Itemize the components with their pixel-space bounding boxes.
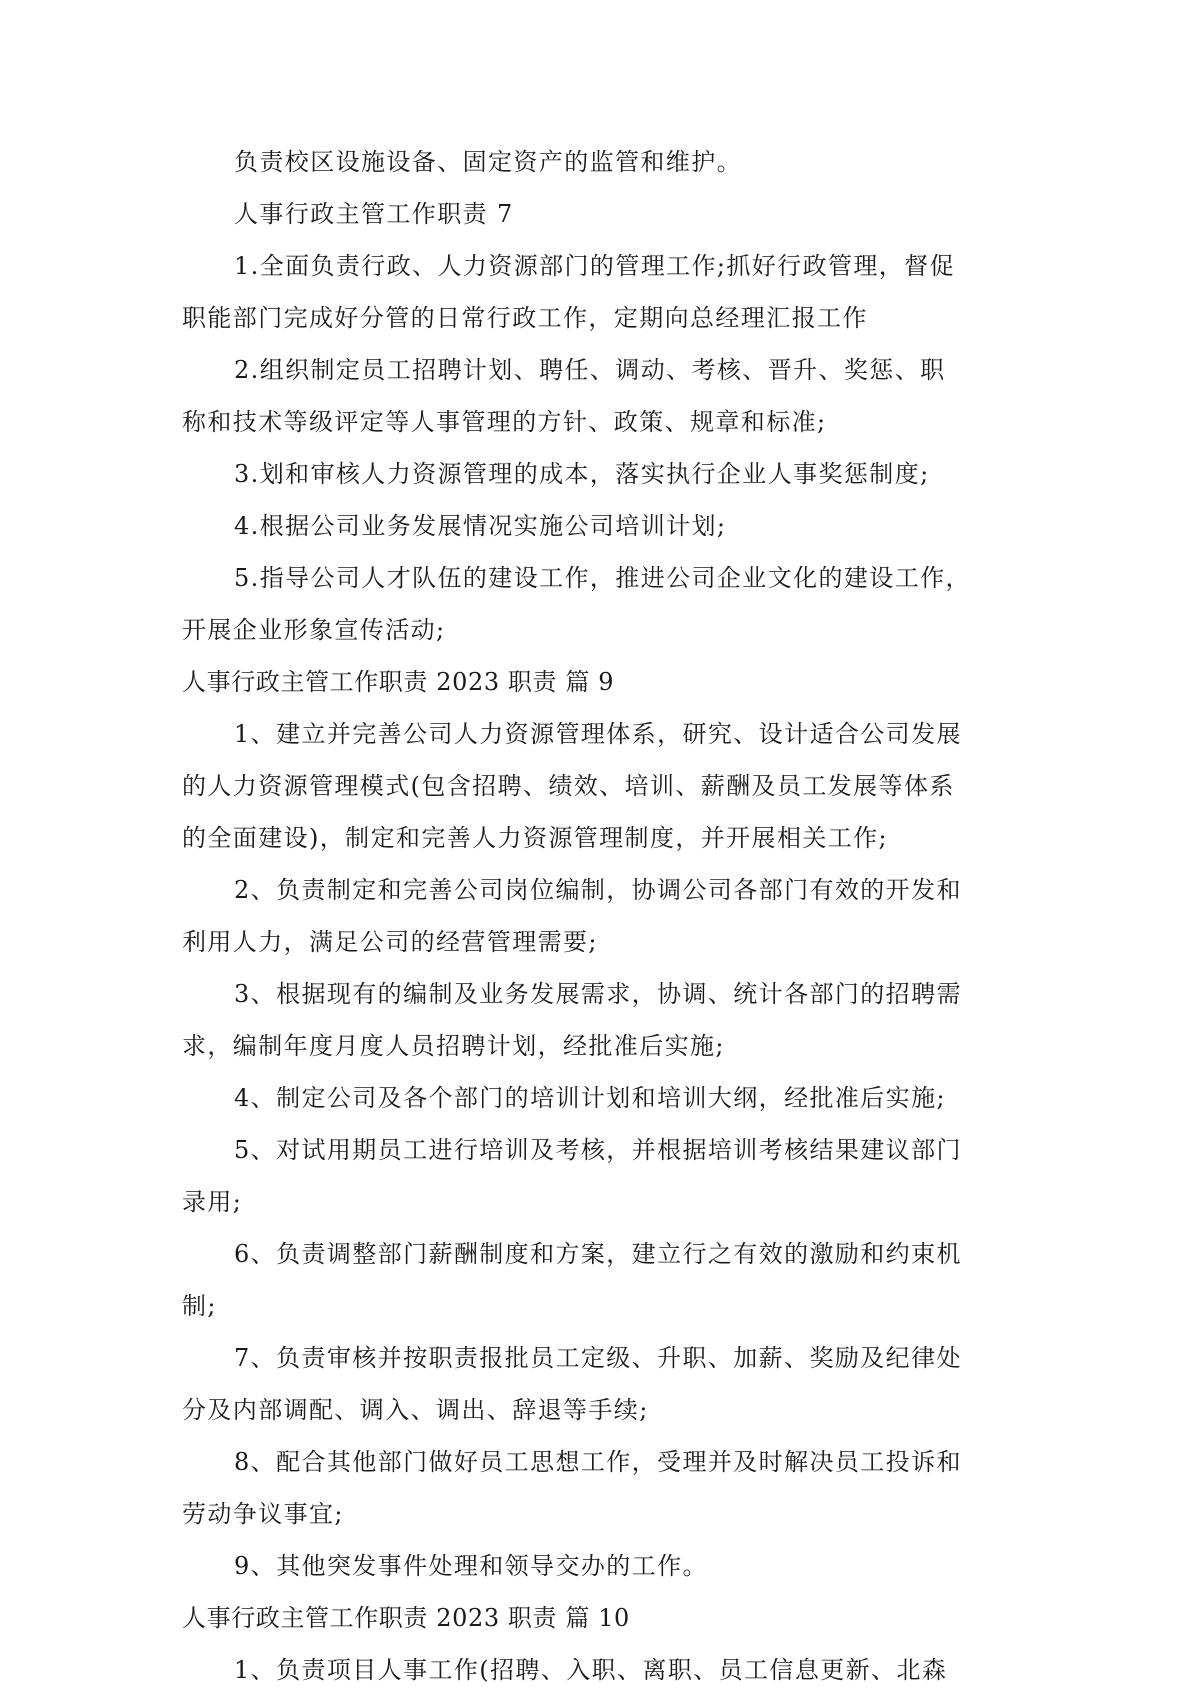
paragraph-line: 5.指导公司人才队伍的建设工作，推进公司企业文化的建设工作， [234, 564, 971, 592]
paragraph [182, 1436, 1012, 1540]
paragraph-line: 制; [182, 1292, 217, 1320]
paragraph-line: 称和技术等级评定等人事管理的方针、政策、规章和标准; [182, 408, 827, 436]
paragraph-line: 利用人力，满足公司的经营管理需要; [182, 928, 598, 956]
paragraph [182, 188, 1012, 240]
paragraph [182, 1228, 1012, 1332]
paragraph [182, 448, 1012, 500]
paragraph-line: 6、负责调整部门薪酬制度和方案，建立行之有效的激励和约束机 [234, 1240, 962, 1268]
paragraph-line: 分及内部调配、调入、调出、辞退等手续; [182, 1396, 649, 1424]
paragraph [182, 864, 1012, 968]
paragraph-line: 4.根据公司业务发展情况实施公司培训计划; [234, 512, 727, 540]
paragraph-line: 1.全面负责行政、人力资源部门的管理工作;抓好行政管理，督促 [234, 252, 955, 280]
paragraph-line: 1、建立并完善公司人力资源管理体系，研究、设计适合公司发展 [234, 720, 962, 748]
paragraph-line: 5、对试用期员工进行培训及考核，并根据培训考核结果建议部门 [234, 1136, 962, 1164]
paragraph-line: 录用; [182, 1188, 243, 1216]
paragraph-line: 开展企业形象宣传活动; [182, 616, 446, 644]
section-heading [182, 656, 1012, 708]
paragraph-line: 的人力资源管理模式(包含招聘、绩效、培训、薪酬及员工发展等体系 [182, 772, 955, 800]
paragraph-line: 职能部门完成好分管的日常行政工作，定期向总经理汇报工作 [182, 304, 868, 332]
paragraph [182, 552, 1012, 656]
paragraph [182, 1644, 1012, 1696]
paragraph-line: 1、负责项目人事工作(招聘、入职、离职、员工信息更新、北森 [234, 1656, 948, 1684]
paragraph [182, 500, 1012, 552]
paragraph-line: 9、其他突发事件处理和领导交办的工作。 [234, 1552, 708, 1580]
paragraph-line: 3.划和审核人力资源管理的成本，落实执行企业人事奖惩制度; [234, 460, 930, 488]
paragraph-line: 7、负责审核并按职责报批员工定级、升职、加薪、奖励及纪律处 [234, 1344, 962, 1372]
paragraph [182, 968, 1012, 1072]
paragraph [182, 344, 1012, 448]
paragraph-line: 负责校区设施设备、固定资产的监管和维护。 [234, 148, 742, 176]
heading-text: 人事行政主管工作职责 2023 职责 篇 10 [182, 1604, 630, 1632]
paragraph-line: 的全面建设)，制定和完善人力资源管理制度，并开展相关工作; [182, 824, 889, 852]
paragraph [182, 1072, 1012, 1124]
paragraph [182, 1540, 1012, 1592]
heading-text: 人事行政主管工作职责 2023 职责 篇 9 [182, 668, 615, 696]
paragraph-line: 劳动争议事宜; [182, 1500, 344, 1528]
paragraph-line: 3、根据现有的编制及业务发展需求，协调、统计各部门的招聘需 [234, 980, 962, 1008]
section-heading [182, 1592, 1012, 1644]
paragraph [182, 1124, 1012, 1228]
paragraph-line: 8、配合其他部门做好员工思想工作，受理并及时解决员工投诉和 [234, 1448, 962, 1476]
paragraph [182, 708, 1012, 864]
paragraph-line: 人事行政主管工作职责 7 [234, 200, 514, 228]
paragraph [182, 1332, 1012, 1436]
paragraph-line: 求，编制年度月度人员招聘计划，经批准后实施; [182, 1032, 725, 1060]
paragraph-line: 2、负责制定和完善公司岗位编制，协调公司各部门有效的开发和 [234, 876, 962, 904]
paragraph-line: 2.组织制定员工招聘计划、聘任、调动、考核、晋升、奖惩、职 [234, 356, 946, 384]
document-body [182, 136, 1012, 1696]
paragraph [182, 136, 1012, 188]
paragraph-line: 4、制定公司及各个部门的培训计划和培训大纲，经批准后实施; [234, 1084, 946, 1112]
paragraph [182, 240, 1012, 344]
